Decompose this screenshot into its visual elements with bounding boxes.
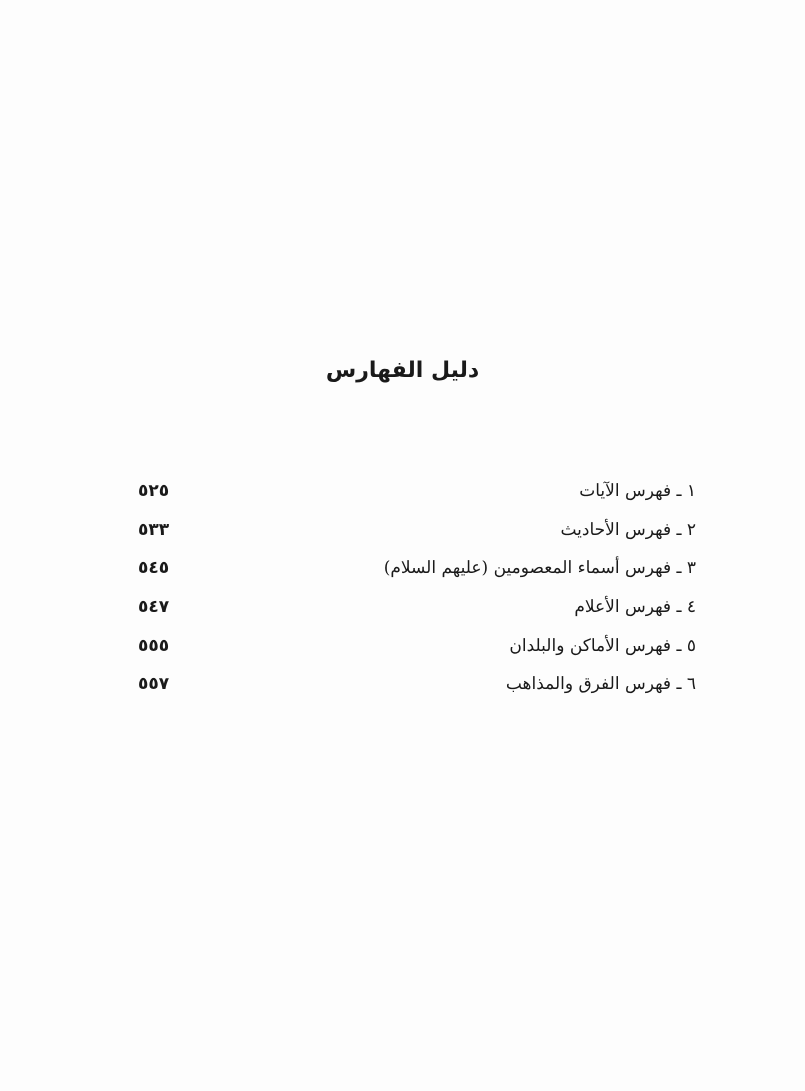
entry-label: ١ ـ فهرس الآيات	[579, 481, 696, 502]
entry-page-number: ٥٣٣	[138, 519, 170, 540]
index-entry-alam[interactable]	[138, 588, 696, 627]
index-entry-amakin[interactable]	[138, 626, 696, 665]
entry-page-number: ٥٤٧	[138, 597, 170, 618]
index-entry-ahadith[interactable]	[138, 511, 696, 550]
entry-page-number: ٥٤٥	[138, 558, 170, 579]
entry-label: ٦ ـ فهرس الفرق والمذاهب	[505, 674, 696, 695]
page-title: دليل الفهارس	[325, 358, 480, 383]
entry-label: ٤ ـ فهرس الأعلام	[574, 597, 696, 618]
entry-label: ٣ ـ فهرس أسماء المعصومين (عليهم السلام)	[383, 558, 696, 579]
index-entry-firaq[interactable]	[138, 665, 696, 704]
entry-page-number: ٥٥٥	[138, 635, 170, 656]
index-entry-ayat[interactable]	[138, 472, 696, 511]
entry-page-number: ٥٥٧	[138, 674, 170, 695]
entry-page-number: ٥٢٥	[138, 481, 170, 502]
index-list	[138, 472, 696, 704]
entry-label: ٥ ـ فهرس الأماكن والبلدان	[509, 635, 696, 656]
entry-label: ٢ ـ فهرس الأحاديث	[560, 519, 696, 540]
index-entry-masumin[interactable]	[138, 549, 696, 588]
